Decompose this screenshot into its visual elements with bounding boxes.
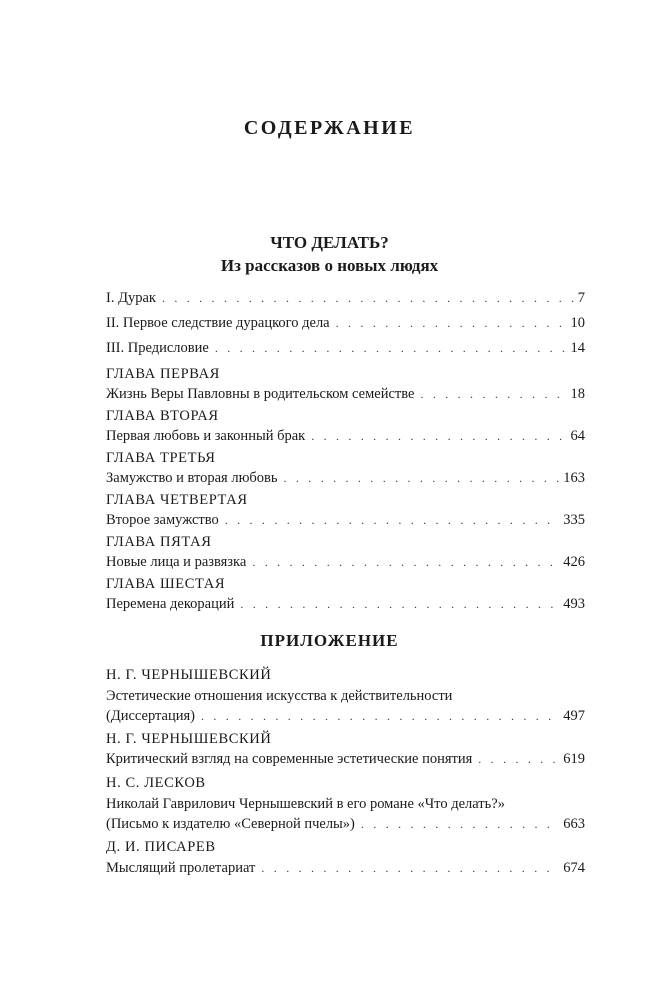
dot-leader	[215, 339, 567, 357]
appendix-author: Н. Г. ЧЕРНЫШЕВСКИЙ	[106, 667, 272, 683]
toc-entry	[106, 511, 585, 529]
toc-entry	[106, 427, 585, 445]
toc-entry-page: 493	[563, 596, 585, 612]
dot-leader	[284, 469, 560, 487]
toc-entry	[106, 289, 585, 307]
toc-entry	[106, 859, 585, 877]
dot-leader	[162, 289, 574, 307]
page-title: СОДЕРЖАНИЕ	[243, 117, 416, 139]
dot-leader	[478, 750, 559, 768]
toc-entry-page: 497	[563, 708, 585, 724]
toc-entry	[106, 314, 585, 332]
toc-entry-page: 163	[563, 470, 585, 486]
toc-entry-page: 7	[577, 290, 585, 306]
dot-leader	[361, 815, 559, 833]
dot-leader	[252, 553, 559, 571]
toc-entry-title: Критический взгляд на современные эстетические понятия	[106, 751, 473, 767]
chapter-heading: ГЛАВА ТРЕТЬЯ	[106, 450, 216, 466]
toc-entry	[106, 339, 585, 357]
toc-entry	[106, 815, 585, 833]
book-title: ЧТО ДЕЛАТЬ?	[270, 233, 389, 252]
toc-entry-page: 18	[570, 386, 585, 402]
toc-entry-page: 674	[563, 860, 585, 876]
dot-leader	[240, 595, 559, 613]
dot-leader	[261, 859, 559, 877]
appendix-title: ПРИЛОЖЕНИЕ	[260, 631, 399, 650]
dot-leader	[311, 427, 566, 445]
book-subtitle: Из рассказов о новых людях	[220, 256, 439, 275]
toc-entry-title: Замужство и вторая любовь	[106, 470, 278, 486]
toc-entry-title: Второе замужство	[106, 512, 219, 528]
chapter-heading: ГЛАВА ПЕРВАЯ	[106, 366, 220, 382]
toc-entry-title: Жизнь Веры Павловны в родительском семействе	[106, 386, 415, 402]
toc-entry-page: 14	[570, 340, 585, 356]
appendix-author: Н. Г. ЧЕРНЫШЕВСКИЙ	[106, 731, 272, 747]
chapter-heading: ГЛАВА ШЕСТАЯ	[106, 576, 226, 592]
toc-entry-page: 64	[570, 428, 585, 444]
dot-leader	[201, 707, 559, 725]
toc-entry	[106, 750, 585, 768]
toc-entry-title: (Диссертация)	[106, 708, 195, 724]
toc-entry-title: Первая любовь и законный брак	[106, 428, 306, 444]
dot-leader	[336, 314, 567, 332]
toc-entry-title: Перемена декораций	[106, 596, 235, 612]
appendix-entry-line: Эстетические отношения искусства к действительности	[106, 688, 453, 704]
toc-entry	[106, 595, 585, 613]
dot-leader	[420, 385, 566, 403]
toc-entry-title: II. Первое следствие дурацкого дела	[106, 315, 330, 331]
toc-entry-page: 10	[570, 315, 585, 331]
toc-entry	[106, 553, 585, 571]
dot-leader	[225, 511, 560, 529]
chapter-heading: ГЛАВА ВТОРАЯ	[106, 408, 219, 424]
toc-entry-page: 335	[563, 512, 585, 528]
appendix-author: Д. И. ПИСАРЕВ	[106, 839, 216, 855]
toc-entry-page: 663	[563, 816, 585, 832]
chapter-heading: ГЛАВА ПЯТАЯ	[106, 534, 212, 550]
toc-entry-title: (Письмо к издателю «Северной пчелы»)	[106, 816, 355, 832]
toc-entry	[106, 385, 585, 403]
toc-entry-page: 619	[563, 751, 585, 767]
toc-entry-title: Новые лица и развязка	[106, 554, 247, 570]
toc-entry-page: 426	[563, 554, 585, 570]
toc-entry-title: Мыслящий пролетариат	[106, 860, 256, 876]
appendix-entry-line: Николай Гаврилович Чернышевский в его романе «Что делать?»	[106, 796, 505, 812]
toc-entry	[106, 469, 585, 487]
toc-entry-title: III. Предисловие	[106, 340, 209, 356]
appendix-author: Н. С. ЛЕСКОВ	[106, 775, 206, 791]
chapter-heading: ГЛАВА ЧЕТВЕРТАЯ	[106, 492, 248, 508]
toc-entry-title: I. Дурак	[106, 290, 156, 306]
toc-entry	[106, 707, 585, 725]
